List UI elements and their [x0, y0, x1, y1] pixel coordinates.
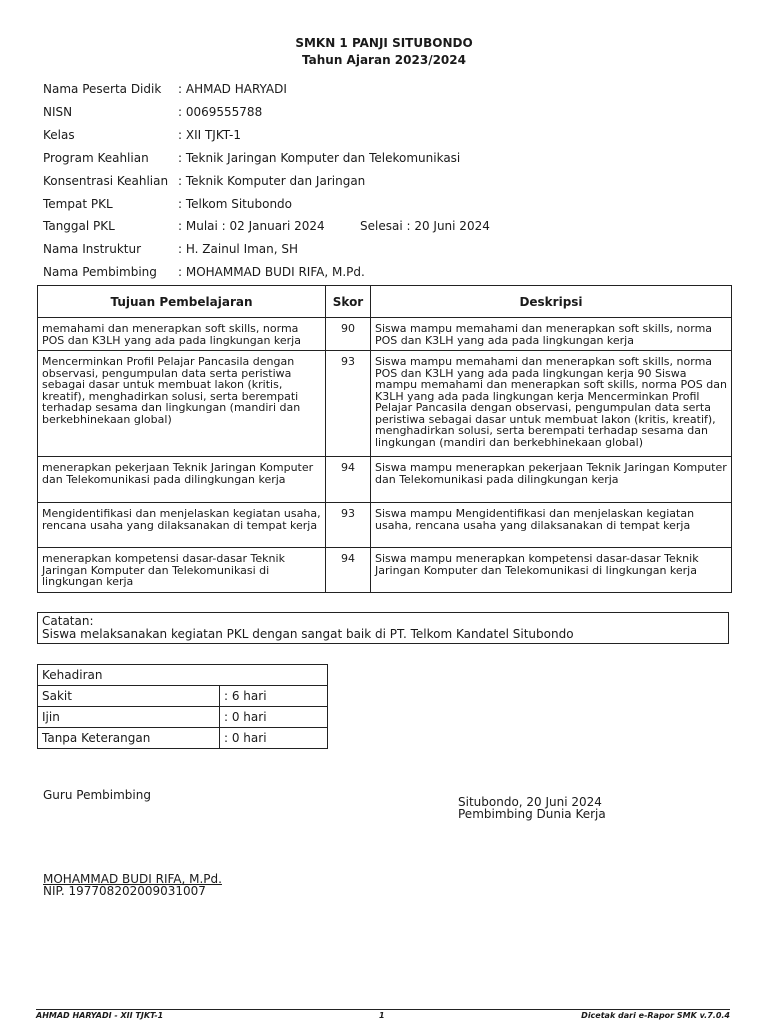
- signature-place-date: Situbondo, 20 Juni 2024: [458, 795, 602, 809]
- table-row: [38, 351, 732, 457]
- info-label-instruktur: Nama Instruktur: [43, 242, 142, 256]
- info-label-konsentrasi: Konsentrasi Keahlian: [43, 174, 169, 188]
- info-value-kelas: : XII TJKT-1: [178, 128, 241, 142]
- table-row: [38, 318, 732, 351]
- info-value-instruktur: : H. Zainul Iman, SH: [178, 242, 299, 256]
- attendance-row: [38, 686, 328, 707]
- cell-skor: 94: [326, 457, 371, 503]
- footer-page-number: 1: [379, 1011, 385, 1020]
- attendance-label: Tanpa Keterangan: [38, 728, 220, 749]
- info-label-nama: Nama Peserta Didik: [43, 82, 162, 96]
- col-header-tujuan: Tujuan Pembelajaran: [38, 286, 326, 318]
- signature-nip: NIP. 197708202009031007: [43, 884, 206, 898]
- attendance-value: : 6 hari: [220, 686, 328, 707]
- cell-deskripsi: Siswa mampu memahami dan menerapkan soft skills, norma POS dan K3LH yang ada pada lingkungan kerja: [371, 318, 732, 351]
- footer-divider: [36, 1009, 730, 1010]
- cell-tujuan: menerapkan pekerjaan Teknik Jaringan Komputer dan Telekomunikasi pada dilingkungan kerja: [38, 457, 326, 503]
- attendance-label: Ijin: [38, 707, 220, 728]
- footer-student: AHMAD HARYADI - XII TJKT-1: [36, 1011, 164, 1020]
- attendance-table: [37, 664, 328, 749]
- col-header-deskripsi: Deskripsi: [371, 286, 732, 318]
- cell-skor: 93: [326, 503, 371, 548]
- cell-tujuan: Mencerminkan Profil Pelajar Pancasila dengan observasi, pengumpulan data serta peristiwa sebagai dasar untuk membuat lakon (kritis, kreatif), menghadirkan solusi, serta berempati terhadap sesama dan lingkungan (mandiri dan berkebhinekaan global): [38, 351, 326, 457]
- cell-skor: 93: [326, 351, 371, 457]
- attendance-title: Kehadiran: [38, 665, 328, 686]
- info-label-tempat: Tempat PKL: [43, 197, 113, 211]
- attendance-row: [38, 728, 328, 749]
- learning-objectives-table: [37, 285, 732, 593]
- table-row: [38, 457, 732, 503]
- table-header-row: [38, 286, 732, 318]
- attendance-row: [38, 707, 328, 728]
- cell-deskripsi: Siswa mampu menerapkan kompetensi dasar-dasar Teknik Jaringan Komputer dan Telekomunikasi di lingkungan kerja: [371, 548, 732, 593]
- attendance-value: : 0 hari: [220, 707, 328, 728]
- school-title: SMKN 1 PANJI SITUBONDO: [295, 36, 473, 50]
- cell-deskripsi: Siswa mampu Mengidentifikasi dan menjelaskan kegiatan usaha, rencana usaha yang dilaksanakan di tempat kerja: [371, 503, 732, 548]
- info-value-program: : Teknik Jaringan Komputer dan Telekomunikasi: [178, 151, 461, 165]
- info-label-kelas: Kelas: [43, 128, 75, 142]
- info-label-program: Program Keahlian: [43, 151, 149, 165]
- signature-right-title: Pembimbing Dunia Kerja: [458, 807, 606, 821]
- info-value-nama: : AHMAD HARYADI: [178, 82, 287, 96]
- info-value-nisn: : 0069555788: [178, 105, 263, 119]
- footer-printed-by: Dicetak dari e-Rapor SMK v.7.0.4: [581, 1011, 730, 1020]
- info-label-nisn: NISN: [43, 105, 73, 119]
- notes-text: Siswa melaksanakan kegiatan PKL dengan sangat baik di PT. Telkom Kandatel Situbondo: [42, 627, 574, 641]
- info-value-pembimbing: : MOHAMMAD BUDI RIFA, M.Pd.: [178, 265, 365, 279]
- cell-deskripsi: Siswa mampu menerapkan pekerjaan Teknik Jaringan Komputer dan Telekomunikasi pada dilingkungan kerja: [371, 457, 732, 503]
- table-row: [38, 548, 732, 593]
- attendance-label: Sakit: [38, 686, 220, 707]
- cell-skor: 94: [326, 548, 371, 593]
- info-value-konsentrasi: : Teknik Komputer dan Jaringan: [178, 174, 366, 188]
- info-label-pembimbing: Nama Pembimbing: [43, 265, 157, 279]
- signature-left-title: Guru Pembimbing: [43, 788, 151, 802]
- info-value-tempat: : Telkom Situbondo: [178, 197, 293, 211]
- notes-label: Catatan:: [42, 614, 94, 628]
- info-label-tanggal: Tanggal PKL: [43, 219, 115, 233]
- cell-tujuan: menerapkan kompetensi dasar-dasar Teknik Jaringan Komputer dan Telekomunikasi di lingkungan kerja: [38, 548, 326, 593]
- attendance-title-row: [38, 665, 328, 686]
- info-value-tanggal-selesai: Selesai : 20 Juni 2024: [360, 219, 490, 233]
- cell-tujuan: Mengidentifikasi dan menjelaskan kegiatan usaha, rencana usaha yang dilaksanakan di tempat kerja: [38, 503, 326, 548]
- info-value-tanggal-mulai: : Mulai : 02 Januari 2024: [178, 219, 325, 233]
- academic-year: Tahun Ajaran 2023/2024: [302, 53, 466, 67]
- signature-name: MOHAMMAD BUDI RIFA, M.Pd.: [43, 872, 222, 886]
- col-header-skor: Skor: [326, 286, 371, 318]
- cell-skor: 90: [326, 318, 371, 351]
- table-row: [38, 503, 732, 548]
- attendance-value: : 0 hari: [220, 728, 328, 749]
- cell-deskripsi: Siswa mampu memahami dan menerapkan soft skills, norma POS dan K3LH yang ada pada lingkungan kerja 90 Siswa mampu memahami dan menerapkan soft skills, norma POS dan K3LH yang ada pada lingkungan kerja Mencerminkan Profil Pelajar Pancasila dengan observasi, pengumpulan data serta peristiwa sebagai dasar untuk membuat lakon (kritis, kreatif), menghadirkan solusi, serta berempati terhadap sesama dan lingkungan (mandiri dan berkebhinekaan global): [371, 351, 732, 457]
- notes-box: [37, 612, 729, 644]
- cell-tujuan: memahami dan menerapkan soft skills, norma POS dan K3LH yang ada pada lingkungan kerja: [38, 318, 326, 351]
